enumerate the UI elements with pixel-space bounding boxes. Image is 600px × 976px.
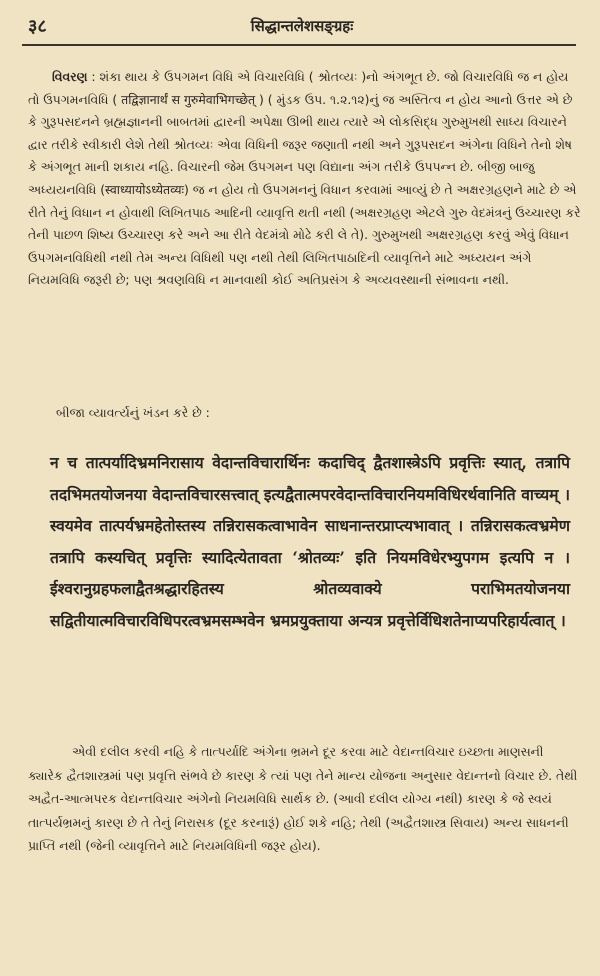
translation-paragraph: એવી દલીલ કરવી નહિ કે તાત્પર્યાદિ અંગેના ભ્રમને દૂર કરવા માટે વેદાન્તવિચાર ઇચ્છતા માણસની ક્યારેક દ્વૈતશાસ્ત્રમાં પણ પ્રવૃત્તિ સંભવે છે કારણ કે ત્યાં પણ તેને માન્ય યોજના અનુસાર વેદાન્તનો વિચાર છે. તેથી અદ્વૈત-આત્મપરક વેદાન્તવિચાર અંગેનો નિયમવિધિ સાર્થક છે. (આવી દલીલ યોગ્ય નથી) કારણ કે જે સ્વયં તાત્પર્યભ્રમનું કારણ છે તે તેનું નિરાસક (દૂર કરનારૂં) હોઈ શકે નહિ; તેથી (અદ્વૈતશાસ્ત્ર સિવાય) અન્ય સાધનની પ્રાપ્તિ નથી (જેની વ્યાવૃત્તિને માટે નિયમવિધિની જરૂર હોય). (28, 744, 578, 854)
intro-line: બીજા વ્યાવર્ત્યનું ખંડન કરે છે : (56, 405, 210, 420)
sanskrit-passage: न च तात्पर्यादिभ्रमनिरासाय वेदान्तविचारार्थिनः कदाचिद् द्वैतशास्त्रेऽपि प्रवृत्तिः स्यात्, तत्रापि तदभिमतयोजनया वेदान्तविचारसत्त्वात् इत्यद्वैतात्मपरवेदान्तविचारनियमविधिरर्थवानिति वाच्यम् । स्वयमेव तात्पर्यभ्रमहेतोस्तस्य तन्निरासकत्वाभावेन साधनान्तरप्राप्त्यभावात् । तन्निरासकत्वभ्रमेण तत्रापि कस्यचित् प्रवृत्तिः स्यादित्येतावता ‘श्रोतव्यः’ इति नियमविधेरभ्युपगम इत्यपि न । ईश्वरानुग्रहफलाद्वैतश्रद्धारहितस्य श्रोतव्यवाक्ये पराभिमतयोजनया सद्वितीयात्मविचारविधिपरत्वभ्रमसम्भवेन भ्रमप्रयुक्ताया अन्यत्र प्रवृत्तेर्विधिशतेनाप्यपरिहार्यत्वात् । (50, 453, 570, 630)
running-title: सिद्धान्तलेशसङ्ग्रहः (250, 17, 354, 35)
commentary-text: : શંકા થાય કે ઉપગમન વિધિ એ વિચારવિધિ ( શ્રોતવ્યઃ )નો અંગભૂત છે. જો વિચારવિધિ જ ન હોય તો ઉપગમનવિધિ ( तद्विज्ञानार्थं स गुरुमेवाभिगच्छेत् ) ( મુંડક ઉપ. ૧.૨.૧૨)નું જ અસ્તિત્વ ન હોય આનો ઉત્તર એ છે કે ગુરૂપસદનને બ્રહ્મજ્ઞાનની બાબતમાં દ્વારની અપેક્ષા ઊભી થાય ત્યારે એ લોકસિદ્ધ ગુરુમુખથી સાધ્ય વિચારને દ્વાર તરીકે સ્વીકારી લેશે તેથી શ્રોતવ્યઃ એવા વિધિની જરૂર જણાતી નથી અને ગુરૂપસદન અંગેના વિધિને તેનો શેષ કે અંગભૂત માની શકાય નહિ. વિચારની જેમ ઉપગમન પણ વિદ્યાના અંગ તરીકે ઉપપન્ન છે. બીજી બાજુ અધ્યયનવિધિ (स्वाध्यायोऽध्येतव्यः) જ ન હોય તો ઉપગમનનું વિધાન કરવામાં આવ્યું છે તે અક્ષરગ્રહણને માટે છે એ રીતે તેનું વિધાન ન હોવાથી લિખિતપાઠ આદિની વ્યાવૃત્તિ થતી નથી (અક્ષરગ્રહણ એટલે ગુરુ વેદમંત્રનું ઉચ્ચારણ કરે તેની પાછળ શિષ્ય ઉચ્ચારણ કરે અને આ રીતે વેદમંત્રો મોઢે કરી લે તે). ગુરુમુખથી અક્ષરગ્રહણ કરવું એવું વિધાન ઉપગમનવિધિથી નથી તેમ અન્ય વિધિથી પણ નથી તેથી લિખિતપાઠાદિની વ્યાવૃત્તિને માટે અધ્યયન અંગે નિયમવિધિ જરૂરી છે; પણ શ્રવણવિધિ ન માનવાથી કોઈ અતિપ્રસંગ કે અવ્યવસ્થાની સંભાવના નથી. (28, 69, 581, 288)
commentary-label: વિવરણ (52, 69, 88, 84)
page-number: ३८ (28, 16, 47, 37)
page-header (28, 14, 576, 42)
commentary-paragraph (28, 66, 582, 292)
header-rule (22, 44, 576, 46)
